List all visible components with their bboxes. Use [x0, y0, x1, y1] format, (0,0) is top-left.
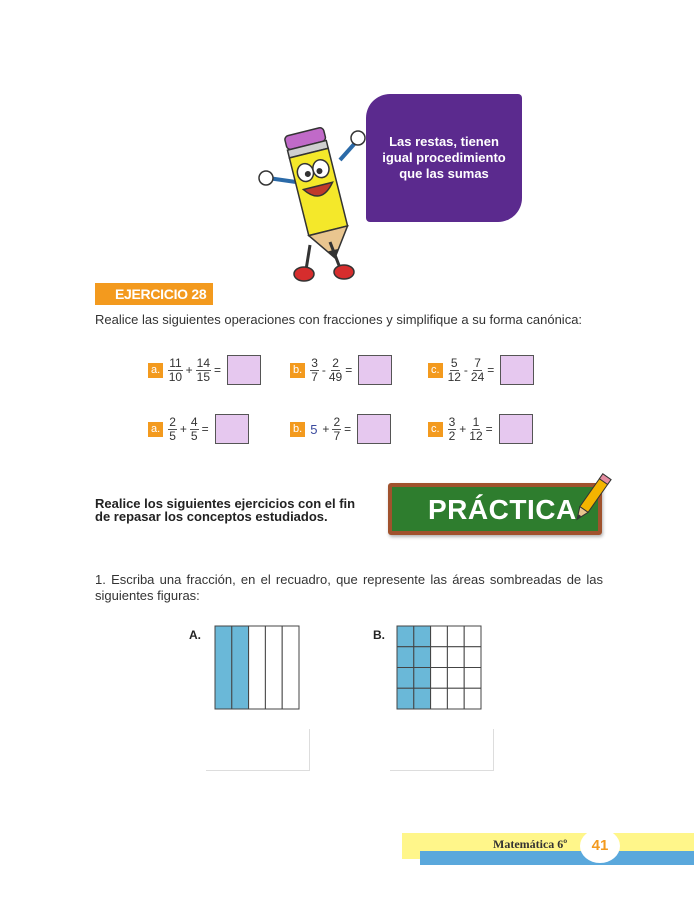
fraction: $\frac{11}{10}$ [168, 355, 183, 384]
figure-a-label: A. [189, 628, 201, 642]
fraction: $\frac{7}{24}$ [470, 355, 485, 384]
answer-slot-a[interactable] [206, 729, 310, 771]
figure-b [396, 625, 482, 710]
figure-a [214, 625, 300, 710]
empty-cell [464, 668, 481, 689]
empty-cell [431, 668, 448, 689]
shaded-cell [232, 626, 249, 709]
shaded-cell [414, 668, 431, 689]
fraction: $\frac{3}{7}$ [311, 355, 318, 384]
footer-subject: Matemática 6º [493, 837, 568, 851]
operation-row2-c: c. $\frac{3}{2}$ + $\frac{1}{12}$ = [428, 412, 533, 446]
pencil-icon [570, 470, 614, 526]
empty-cell [431, 647, 448, 668]
speech-bubble-text: Las restas, tienen igual procedimiento que las sumas [382, 134, 506, 181]
exercise-tag: EJERCICIO 28 [95, 283, 213, 305]
shaded-cell [215, 626, 232, 709]
op-label: c. [428, 422, 443, 437]
shaded-cell [397, 626, 414, 647]
operation-row1-c: c. $\frac{5}{12}$ - $\frac{7}{24}$ = [428, 353, 534, 387]
operation-row1-b: b. $\frac{3}{7}$ - $\frac{2}{49}$ = [290, 353, 392, 387]
empty-cell [249, 626, 266, 709]
answer-box[interactable] [358, 355, 392, 385]
practica-title: PRÁCTICA [428, 494, 577, 525]
empty-cell [282, 626, 299, 709]
op-label: b. [290, 422, 305, 437]
answer-slot-b[interactable] [390, 729, 494, 771]
fraction: $\frac{4}{5}$ [190, 414, 198, 443]
page-number: 41 [580, 829, 620, 863]
shaded-cell [397, 647, 414, 668]
empty-cell [431, 626, 448, 647]
empty-cell [265, 626, 282, 709]
answer-box[interactable] [500, 355, 534, 385]
shaded-cell [414, 626, 431, 647]
shaded-cell [414, 688, 431, 709]
operation-row2-a: a. $\frac{2}{5}$ + $\frac{4}{5}$ = [148, 412, 249, 446]
figure-b-label: B. [373, 628, 385, 642]
exercise-instruction: Realice las siguientes operaciones con fracciones y simplifique a su forma canónica: [95, 312, 583, 327]
shaded-cell [397, 688, 414, 709]
pencil-mascot-icon [258, 120, 378, 290]
operation-row2-b: b. 5 + $\frac{2}{7}$ = [290, 412, 391, 446]
fraction: $\frac{2}{49}$ [328, 355, 343, 384]
footer-stripe [420, 851, 694, 865]
shaded-cell [414, 647, 431, 668]
op-label: a. [148, 422, 163, 437]
question-1: 1. Escriba una fracción, en el recuadro, que represente las áreas sombreadas de las siguientes figuras: [95, 572, 603, 603]
empty-cell [447, 688, 464, 709]
op-label: c. [428, 363, 443, 378]
shaded-cell [397, 668, 414, 689]
empty-cell [431, 688, 448, 709]
op-label: a. [148, 363, 163, 378]
empty-cell [464, 688, 481, 709]
fraction: $\frac{3}{2}$ [448, 414, 456, 443]
speech-bubble [366, 94, 522, 222]
whole-number: 5 [310, 421, 318, 437]
answer-box[interactable] [499, 414, 533, 444]
operation-row1-a: a. $\frac{11}{10}$ + $\frac{14}{15}$ = [148, 353, 261, 387]
answer-box[interactable] [227, 355, 261, 385]
fraction: $\frac{1}{12}$ [469, 414, 483, 443]
empty-cell [447, 668, 464, 689]
empty-cell [447, 626, 464, 647]
fraction: $\frac{2}{7}$ [333, 414, 341, 443]
fraction: $\frac{2}{5}$ [169, 414, 176, 443]
op-label: b. [290, 363, 305, 378]
fraction: $\frac{14}{15}$ [196, 355, 211, 384]
review-instruction: Realice los siguientes ejercicios con el fin de repasar los conceptos estudiados. [95, 496, 356, 524]
answer-box[interactable] [357, 414, 391, 444]
answer-box[interactable] [215, 414, 249, 444]
empty-cell [447, 647, 464, 668]
empty-cell [464, 626, 481, 647]
fraction: $\frac{5}{12}$ [447, 355, 461, 384]
empty-cell [464, 647, 481, 668]
